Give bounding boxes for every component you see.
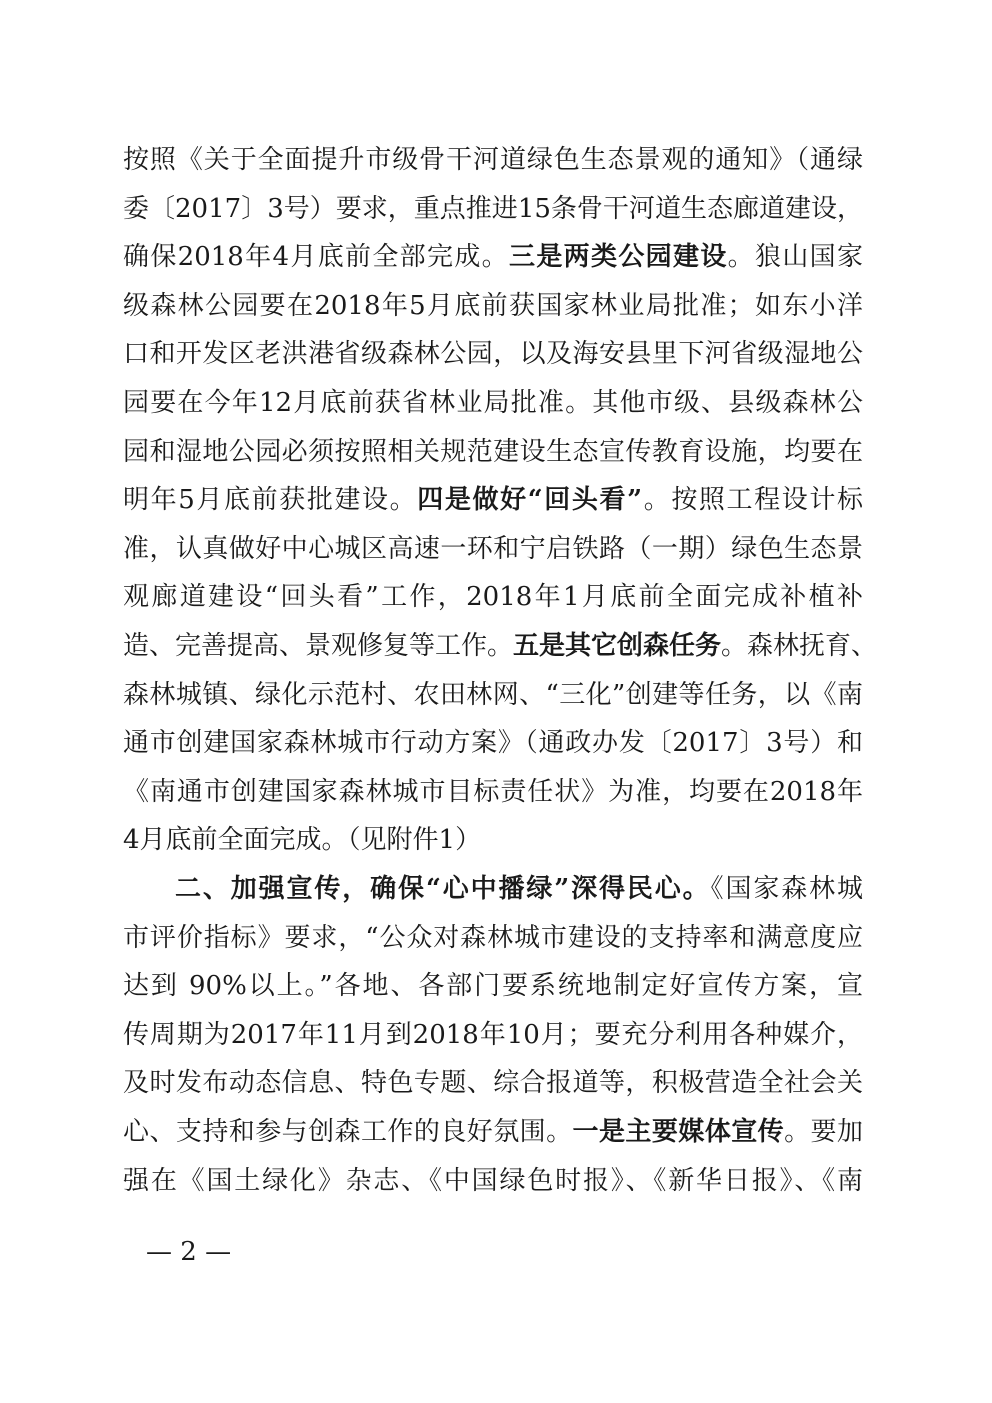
- text-run: 按照《关于全面提升市级骨干河道绿色生态景观的通知》（通绿: [123, 145, 863, 175]
- text-line: [123, 624, 878, 668]
- text-run: 明年5月底前获批建设。: [123, 485, 418, 516]
- text-run: 口和开发区老洪港省级森林公园，以及海安县里下河省级湿地公: [123, 339, 863, 370]
- text-run: 4月底前全面完成。（见附件1）: [123, 825, 482, 856]
- text-run: 园和湿地公园必须按照相关规范建设生态宣传教育设施，均要在: [123, 436, 863, 467]
- text-run: 观廊道建设“回头看”工作，2018年1月底前全面完成补植补: [123, 582, 863, 613]
- text-run: 《南通市创建国家森林城市目标责任状》为准，均要在2018年: [123, 776, 863, 807]
- bold-text-run: 三是两类公园建设: [509, 242, 728, 273]
- text-run: 《国家森林城: [710, 874, 863, 904]
- text-run: 准，认真做好中心城区高速一环和宁启铁路（一期）绿色生态景: [123, 533, 863, 564]
- text-run: 达到 90%以上。”各地、各部门要系统地制定好宣传方案，宣: [123, 971, 863, 1002]
- bold-text-run: 二、加强宣传，确保“心中播绿”深得民心。: [175, 874, 711, 904]
- text-line: [123, 478, 863, 522]
- text-line: [123, 138, 863, 182]
- text-run: 造、完善提高、景观修复等工作。: [123, 631, 514, 661]
- text-line: [123, 673, 863, 717]
- text-line: [123, 381, 863, 425]
- text-line: [175, 867, 863, 911]
- text-run: 。森林抚育、: [721, 631, 878, 661]
- text-line: [123, 284, 863, 328]
- text-line: [123, 1013, 863, 1057]
- text-line: [123, 818, 863, 862]
- bold-text-run: 四是做好“回头看”: [417, 485, 643, 516]
- text-line: [123, 527, 863, 571]
- text-run: 心、支持和参与创森工作的良好氛围。: [123, 1117, 573, 1147]
- text-line: [123, 964, 863, 1008]
- text-run: 森林城镇、绿化示范村、农田林网、“三化”创建等任务，以《南: [123, 679, 863, 710]
- text-line: [123, 721, 863, 765]
- page-number: — 2 —: [146, 1237, 232, 1267]
- text-line: [123, 1159, 863, 1203]
- text-line: [123, 1110, 863, 1154]
- bold-text-run: 一是主要媒体宣传: [572, 1117, 785, 1147]
- text-line: [123, 916, 863, 960]
- text-line: [123, 770, 863, 814]
- text-line: [123, 235, 863, 279]
- text-run: 市评价指标》要求，“公众对森林城市建设的支持率和满意度应: [123, 922, 863, 953]
- text-run: 通市创建国家森林城市行动方案》（通政办发〔2017〕3号）和: [123, 728, 863, 759]
- text-run: 园要在今年12月底前获省林业局批准。其他市级、县级森林公: [123, 388, 863, 418]
- text-line: [123, 575, 863, 619]
- text-run: 委〔2017〕3号）要求，重点推进15条骨干河道生态廊道建设，: [123, 193, 863, 224]
- text-line: [123, 1061, 863, 1105]
- text-run: 传周期为2017年11月到2018年10月；要充分利用各种媒介，: [123, 1019, 863, 1050]
- text-run: 。要加: [784, 1117, 863, 1147]
- text-line: [123, 332, 863, 376]
- text-run: 确保2018年4月底前全部完成。: [123, 242, 510, 273]
- bold-text-run: 五是其它创森任务: [513, 631, 722, 661]
- text-run: 级森林公园要在2018年5月底前获国家林业局批准；如东小洋: [123, 290, 863, 321]
- text-run: 。狼山国家: [727, 242, 863, 273]
- text-line: [123, 430, 863, 474]
- text-run: 强在《国土绿化》杂志、《中国绿色时报》、《新华日报》、《南: [123, 1165, 863, 1196]
- text-run: 。按照工程设计标: [642, 485, 863, 516]
- text-line: [123, 187, 863, 231]
- text-run: 及时发布动态信息、特色专题、综合报道等，积极营造全社会关: [123, 1068, 863, 1099]
